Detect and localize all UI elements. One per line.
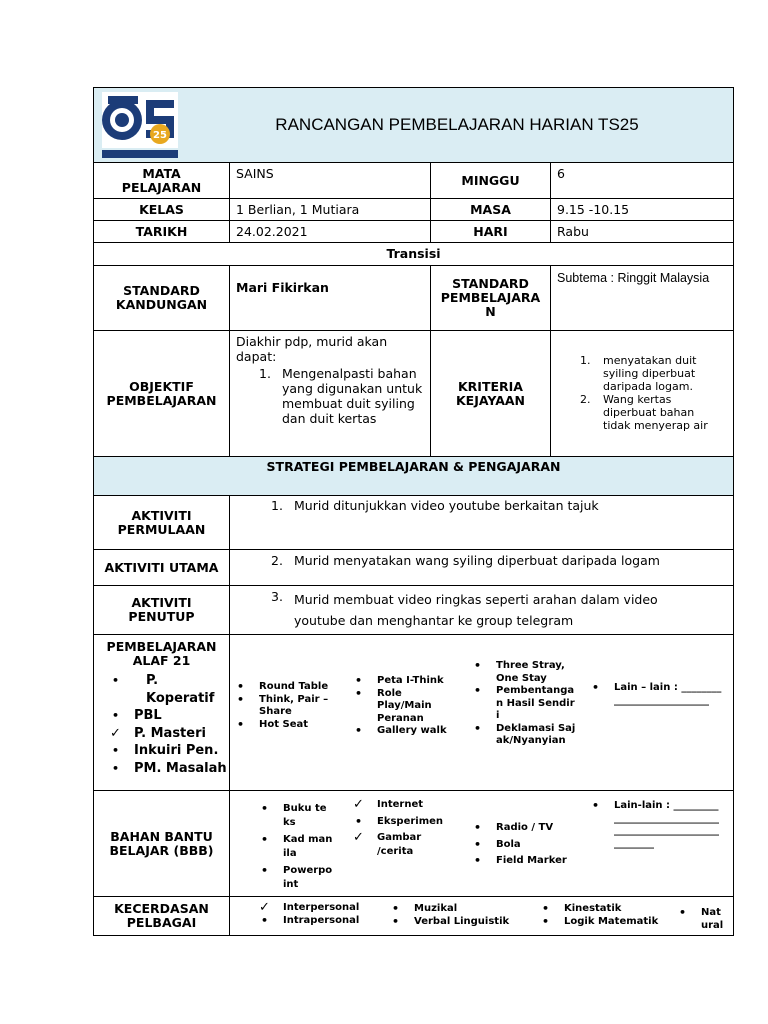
- kc-verbal: • Verbal Linguistik: [414, 916, 524, 929]
- alaf-col3: [496, 660, 576, 748]
- permulaan-text: Murid ditunjukkan video youtube berkaitan tajuk: [294, 498, 599, 513]
- transisi-row: Transisi: [93, 242, 734, 266]
- kecerdasan-col3: [564, 903, 669, 928]
- utama-label: AKTIVITI UTAMA: [93, 549, 230, 586]
- alaf-pembentangan: • Pembentangan Hasil Sendiri: [496, 685, 576, 723]
- bbb-radio-tv: • Radio / TV: [496, 821, 586, 835]
- penutup-text: Murid membuat video ringkas seperti arahan dalam video youtube dan menghantar ke group telegram: [294, 592, 658, 628]
- objektif-item-1: Mengenalpasti bahan yang digunakan untuk membuat duit syiling dan duit kertas: [282, 366, 423, 426]
- alaf-masalah: • PM. Masalah: [134, 760, 230, 778]
- kecerdasan-col4: [701, 907, 727, 932]
- alaf-gallery-walk: • Gallery walk: [377, 725, 457, 738]
- kelas-label: KELAS: [93, 198, 230, 221]
- alaf-col4: [614, 682, 722, 707]
- minggu-label: MINGGU: [430, 162, 551, 199]
- bbb-buku-teks: • Buku teks: [283, 802, 333, 829]
- bbb-col3: [496, 821, 586, 868]
- masa-label: MASA: [430, 198, 551, 221]
- minggu-value: 6: [550, 162, 734, 199]
- kelas-value: 1 Berlian, 1 Mutiara: [229, 198, 431, 221]
- bbb-eksperimen: • Eksperimen: [377, 815, 457, 829]
- alaf-peta-ithink: • Peta I-Think: [377, 675, 457, 688]
- alaf-col1: [259, 681, 343, 731]
- masa-value: 9.15 -10.15: [550, 198, 734, 221]
- bbb-internet: ✓ Internet: [377, 798, 457, 812]
- svg-text:25: 25: [153, 130, 167, 141]
- kc-natural: • Natural: [701, 907, 727, 932]
- hari-value: Rabu: [550, 220, 734, 243]
- bbb-label: BAHAN BANTU BELAJAR (BBB): [93, 790, 230, 897]
- alaf-koperatif: • P. Koperatif: [134, 672, 230, 707]
- alaf-masteri: ✓ P. Masteri: [134, 725, 230, 743]
- tarikh-value: 24.02.2021: [229, 220, 431, 243]
- alaf-lain-lain: • Lain – lain : ___________________________: [614, 682, 722, 707]
- alaf-col2: [377, 675, 457, 738]
- permulaan-number: 1.: [271, 498, 283, 513]
- bbb-lain-lain: • Lain-lain : ___________________________________________________________: [614, 800, 722, 850]
- mata-value: SAINS: [229, 162, 431, 199]
- penutup-label: AKTIVITI PENUTUP: [93, 585, 230, 635]
- kriteria-label: KRITERIA KEJAYAAN: [430, 330, 551, 457]
- bbb-col4: [614, 800, 722, 850]
- bbb-kad-manila: • Kad manila: [283, 833, 333, 860]
- kriteria-number-2: 2.: [580, 393, 591, 406]
- alaf-role-play: • Role Play/Main Peranan: [377, 688, 457, 726]
- kc-muzikal: • Muzikal: [414, 903, 524, 916]
- permulaan-label: AKTIVITI PERMULAAN: [93, 495, 230, 550]
- strategi-heading: STRATEGI PEMBELAJARAN & PENGAJARAN: [266, 459, 561, 474]
- alaf-think-pair: • Think, Pair – Share: [259, 694, 343, 719]
- alaf-pbl: • PBL: [134, 707, 230, 725]
- utama-number: 2.: [271, 553, 283, 568]
- tarikh-label: TARIKH: [93, 220, 230, 243]
- kc-kinestatik: • Kinestatik: [564, 903, 669, 916]
- alaf-round-table: • Round Table: [259, 681, 343, 694]
- penutup-number: 3.: [271, 589, 283, 604]
- page-title: RANCANGAN PEMBELAJARAN HARIAN TS25: [275, 115, 639, 134]
- alaf-label: PEMBELAJARAN ALAF 21: [106, 639, 217, 668]
- alaf-deklamasi: • Deklamasi Sajak/Nyanyian: [496, 723, 576, 748]
- objektif-intro: Diakhir pdp, murid akan dapat:: [236, 334, 388, 364]
- kriteria-number-1: 1.: [580, 354, 591, 367]
- sp-label: STANDARD PEMBELAJARA N: [430, 265, 551, 331]
- sk-value: Mari Fikirkan: [229, 265, 431, 331]
- bbb-gambar: ✓ Gambar /cerita: [377, 831, 457, 858]
- alaf-left-list: [134, 672, 230, 777]
- alaf-hot-seat: • Hot Seat: [259, 719, 343, 732]
- sk-label: STANDARD KANDUNGAN: [93, 265, 230, 331]
- alaf-three-stray: • Three Stray, One Stay: [496, 660, 576, 685]
- ts25-logo: [100, 90, 180, 160]
- kriteria-item-2: Wang kertas diperbuat bahan tidak menyerap air: [603, 393, 708, 432]
- kecerdasan-label: KECERDASAN PELBAGAI: [93, 896, 230, 936]
- kc-interpersonal: ✓ Interpersonal: [283, 902, 383, 915]
- hari-label: HARI: [430, 220, 551, 243]
- bbb-col2: [377, 798, 457, 858]
- bbb-col1: [283, 802, 333, 891]
- sp-value: Subtema : Ringgit Malaysia: [550, 265, 734, 331]
- kecerdasan-col1: [283, 902, 383, 927]
- kc-logik: • Logik Matematik: [564, 916, 669, 929]
- mata-label: MATA PELAJARAN: [93, 162, 230, 199]
- bbb-field-marker: • Field Marker: [496, 854, 586, 868]
- objektif-item-number: 1.: [259, 366, 271, 381]
- kc-intrapersonal: • Intrapersonal: [283, 915, 383, 928]
- kriteria-item-1: menyatakan duit syiling diperbuat daripada logam.: [603, 354, 697, 393]
- utama-text: Murid menyatakan wang syiling diperbuat daripada logam: [294, 553, 660, 568]
- bbb-bola: • Bola: [496, 838, 586, 852]
- bbb-powerpoint: • Powerpoint: [283, 864, 333, 891]
- objektif-label: OBJEKTIF PEMBELAJARAN: [93, 330, 230, 457]
- kecerdasan-col2: [414, 903, 524, 928]
- alaf-inkuiri: • Inkuiri Pen.: [134, 742, 230, 760]
